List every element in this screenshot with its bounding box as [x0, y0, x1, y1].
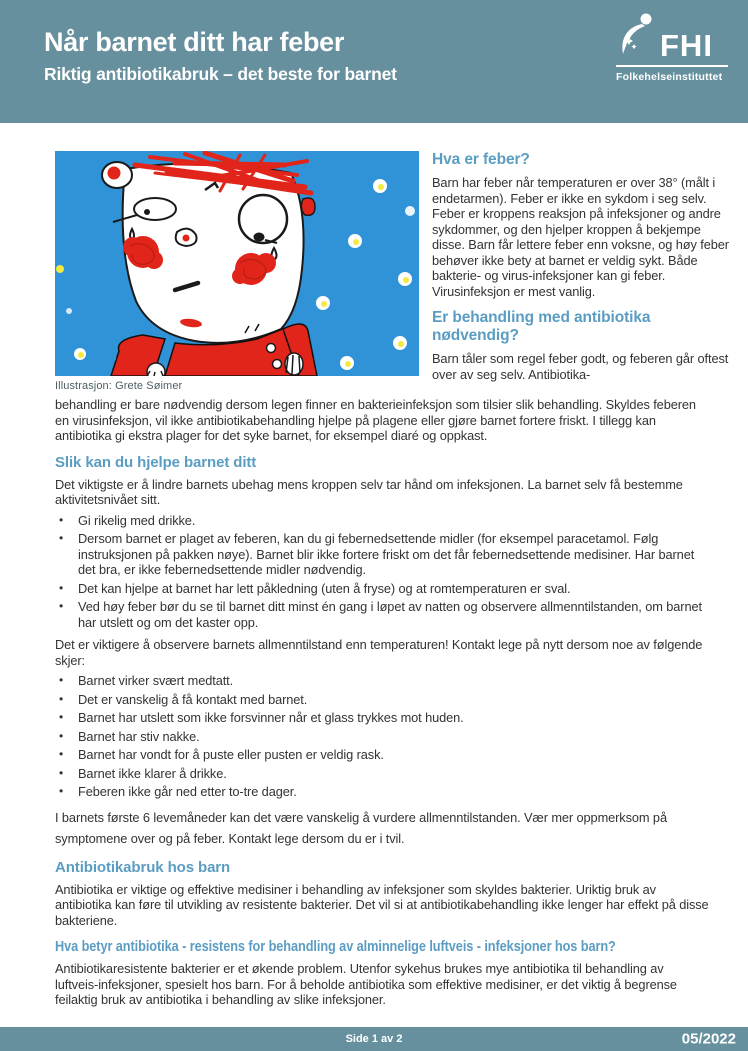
heading-what-is-fever: Hva er feber?	[432, 151, 530, 168]
fhi-logo-divider	[616, 65, 728, 67]
paragraph-resistance: Antibiotikaresistente bakterier er et økende problem. Utenfor sykehus brukes mye antibiotika til behandling av luftveis-infeksjoner, spesielt hos barn. For å beholde antibiotika som effektive medisiner, er det viktig å begrense feilaktig bruk av antibiotika i behandling av slike infeksjoner.	[55, 961, 677, 1007]
page-title: Når barnet ditt har feber	[44, 27, 345, 57]
warning-signs-list	[55, 673, 736, 800]
fhi-comet-swoosh-icon	[616, 12, 656, 61]
list-item: • Barnet ikke klarer å drikke.	[55, 766, 710, 782]
paragraph-what-is-fever: Barn har feber når temperaturen er over 38° (målt i endetarmen). Feber er ikke en sykdom i seg selv. Feber er kroppens reaksjon på infeksjoner og andre sykdommer, og den hjelper kroppen å bekjempe disse. Barn får lettere feber enn voksne, og høy feber behøver ikke bety at barnet er veldig sykt. Både bakterie- og virus-infeksjoner kan gi feber. Virusinfeksjon er mest vanlig.	[432, 175, 729, 299]
fhi-logo-name: Folkehelseinstituttet	[616, 71, 723, 83]
left-hand	[147, 363, 165, 376]
right-hand	[285, 353, 303, 375]
intro-column	[432, 151, 736, 392]
page-subtitle: Riktig antibiotikabruk – det beste for barnet	[44, 63, 397, 84]
figure-and-intro-row	[55, 151, 736, 392]
list-item: • Feberen ikke går ned etter to-tre dager.	[55, 784, 710, 800]
list-item: • Barnet har vondt for å puste eller pusten er veldig rask.	[55, 747, 710, 763]
page-footer	[0, 1027, 748, 1051]
paragraph-observe-intro: Det er viktigere å observere barnets allmenntilstand enn temperaturen! Kontakt lege på nytt dersom noe av følgende skjer:	[55, 637, 703, 668]
paragraph-help-intro: Det viktigste er å lindre barnets ubehag mens kroppen selv tar hånd om infeksjonen. La barnet selv få bestemme aktivitetsnivået sitt.	[55, 476, 683, 507]
fhi-logo-acronym: FHI	[660, 28, 713, 63]
footer-page-indicator: Side 1 av 2	[345, 1033, 403, 1045]
leaflet-content	[0, 123, 748, 1008]
paragraph-antibiotic-use: Antibiotika er viktige og effektive medisiner i behandling av infeksjoner som skyldes bakterier. Uriktig bruk av antibiotika kan føre til utvikling av resistente bakterier. Det vil si at antibiotikabehandling ikke lenger har effekt på disse bakteriene.	[55, 881, 709, 928]
list-item: • Barnet har utslett som ikke forsvinner når et glass trykkes mot huden.	[55, 710, 710, 726]
list-item: • Dersom barnet er plaget av feberen, kan du gi febernedsettende midler (for eksempel paracetamol. Følg instruksjonen på pakken nøye). Barnet blir ikke fortere friskt om det får febernedsettende medisiner. Har barnet det bra, er ikke febernedsettende midler nødvendig.	[55, 531, 710, 578]
paragraph-antibiotics-necessary-column: Barn tåler som regel feber godt, og feberen går oftest over av seg selv. Antibiotika-	[432, 351, 729, 382]
paragraph-antibiotics-necessary-continued: behandling er bare nødvendig dersom legen finner en bakterieinfeksjon som tilsier slik behandling. Skyldes feberen en virusinfeksjon, vil ikke antibiotikabehandling hjelpe på plagene eller gjøre barnet fortere friskt. I tillegg kan antibiotika gi ekstra plager for det syke barnet, for eksempel diaré og oppkast.	[55, 397, 696, 443]
list-item: • Ved høy feber bør du se til barnet ditt minst én gang i løpet av natten og observere allmenntilstanden, om barnet har utslett og om det kaster opp.	[55, 599, 710, 630]
list-item: • Barnet virker svært medtatt.	[55, 673, 710, 689]
page-header	[0, 0, 748, 123]
footer-date: 05/2022	[681, 1030, 736, 1048]
list-item: • Gi rikelig med drikke.	[55, 513, 710, 529]
list-item: • Det er vanskelig å få kontakt med barnet.	[55, 692, 710, 708]
figure-column	[55, 151, 419, 392]
heading-antibiotics-necessary: Er behandling med antibiotika nødvendig?	[432, 309, 651, 344]
fhi-logo-row	[616, 12, 713, 61]
heading-help-your-child: Slik kan du hjelpe barnet ditt	[55, 453, 257, 471]
heading-resistance: Hva betyr antibiotika - resistens for behandling av alminnelige luftveis - infeksjoner hos barn?	[55, 938, 616, 955]
list-item: • Barnet har stiv nakke.	[55, 729, 710, 745]
fhi-logo	[616, 12, 734, 83]
list-item: • Det kan hjelpe at barnet har lett påkledning (uten å fryse) og at romtemperaturen er sval.	[55, 581, 710, 597]
paragraph-infant-note: I barnets første 6 levemåneder kan det være vanskelig å vurdere allmenntilstanden. Vær mer oppmerksom på symptomene over og på feber. Kontakt lege dersom du er i tvil.	[55, 809, 667, 846]
heading-antibiotic-use: Antibiotikabruk hos barn	[55, 858, 231, 876]
child-drawing-illustration	[55, 151, 419, 376]
illustration-caption: Illustrasjon: Grete Søimer	[55, 380, 183, 392]
help-bullet-list	[55, 513, 736, 631]
header-titles	[44, 28, 397, 85]
